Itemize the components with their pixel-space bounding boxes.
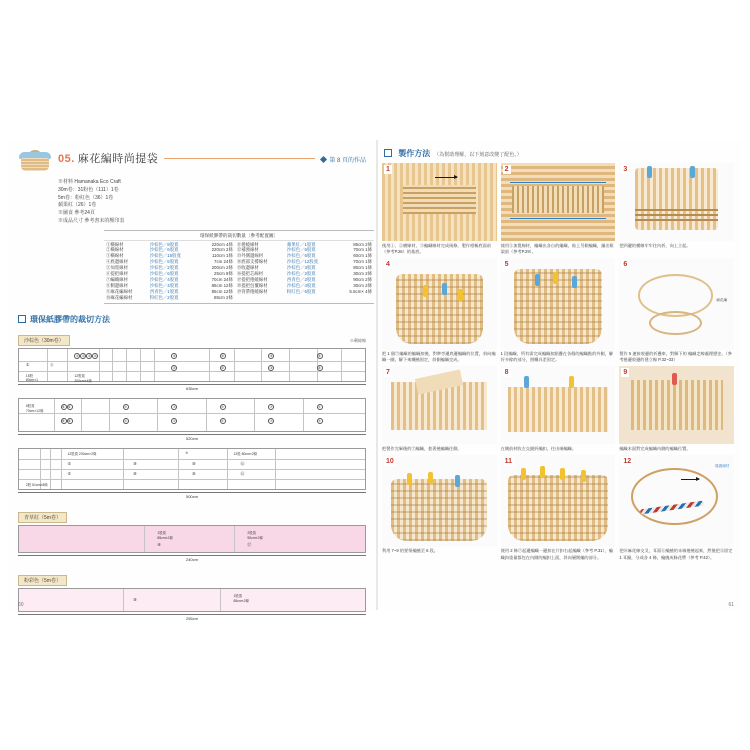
spec-color: 沙棕色／6股寬 (149, 259, 179, 265)
material-line: 蘋果紅（26）1卷 (58, 202, 97, 209)
step-number: 12 (623, 457, 632, 465)
left-page (8, 140, 376, 621)
spec-size: 200cm 2條 (211, 265, 233, 271)
spec-color: 沙棕色／15股寬 (149, 253, 181, 259)
spec-color: 粉紅色／6股寬 (286, 289, 316, 294)
step-item (501, 163, 616, 255)
spec-size: 80cm 1條 (353, 265, 372, 271)
step-item (619, 455, 734, 561)
page-title (58, 150, 158, 166)
spec-name: ⑥提把線材 (106, 271, 128, 277)
cut-diagram-strip: ⑩ 1股寬 85cm×2條 (18, 588, 366, 612)
step-caption: 使用 2 條⑦起邊編織一邊扣在片扣右起編織（參考 P.31），編織扣重量都包在內側的編扣上面，斜向層開編的部分。 (500, 548, 613, 560)
method-heading-text: 製作方法 (398, 149, 431, 158)
spec-name: ⑮收邊線材 (236, 265, 259, 271)
spec-size: 7cm 24條 (214, 259, 233, 265)
cut-diagram-strip: 1股寬 85cm×2條 2股寬 90cm×2條 ⑨ ⑰ (18, 525, 366, 553)
spec-color: 沙棕色／6股寬 (149, 247, 179, 253)
table-row (104, 295, 374, 301)
step-photo (382, 258, 497, 350)
step-photo (382, 163, 497, 241)
material-line: ※材料 Hamanaka Eco Craft (58, 179, 121, 185)
spec-name: ①橫線材 (106, 241, 124, 247)
method-heading (384, 148, 734, 159)
basket-icon (18, 150, 52, 176)
spec-name: ④底邊線材 (106, 259, 128, 265)
spec-color: 西青色／1股寬 (149, 289, 179, 294)
step-caption: 在側前材收左交錯折編扣，往出端編織。 (500, 445, 577, 451)
spec-size: 30cm 2條 (353, 271, 372, 277)
spec-name: ②橫線材 (106, 247, 124, 253)
material-line: 30m卷：31粉色（111）1卷 (58, 186, 119, 193)
step-item (501, 366, 616, 452)
spec-color: 沙棕色／2股寬 (286, 271, 316, 277)
step-photo (382, 455, 497, 547)
spec-empty (235, 295, 285, 301)
step-item (382, 258, 497, 364)
spec-table-wrap (104, 230, 374, 304)
step-number: 10 (386, 457, 394, 465)
step-number: 3 (623, 166, 628, 173)
step-item (382, 163, 497, 255)
photo-annotation: 捲繞線材 (715, 464, 730, 469)
spec-size: 25cm 8條 (214, 271, 233, 277)
step-photo (501, 258, 616, 350)
spec-size: 70cm 1條 (353, 247, 372, 253)
cut-block-label: 青草紅（5m卷） (18, 512, 67, 523)
spec-name: ⑨麻花編線材 (106, 289, 133, 294)
spec-size: 70cm 24條 (211, 277, 233, 283)
step-caption: 把製作完畢後的⑦編織，套著繞編織往側。 (382, 445, 462, 451)
spec-name: ⑯提把芯線材 (236, 271, 264, 277)
spec-name: ⑱提把包覆線材 (236, 283, 268, 289)
spec-color: 沙棕色／3股寬 (286, 265, 316, 271)
spec-size: 220cm 4條 (211, 241, 233, 247)
photo-annotation: 麻花編 (716, 298, 728, 303)
cut-block-1 (18, 329, 366, 391)
material-line: ※成品尺寸 參考書末的壓印表 (58, 217, 125, 224)
step-number: 2 (504, 166, 509, 173)
spec-color: 沙棕色／4股寬 (149, 283, 179, 289)
step-photo (501, 455, 616, 547)
cut-block-dimension: 500cm (18, 492, 366, 499)
step-photo (619, 366, 734, 444)
project-title-text: 麻花編時尚提袋 (77, 153, 159, 165)
step-number: 5 (504, 260, 509, 268)
spec-color: 西青色／2股寬 (286, 277, 316, 283)
spec-name: ⑰提把捲繞線材 (236, 277, 268, 283)
cut-block-label: 沙棕色（30m卷） (18, 335, 70, 346)
step-number: 8 (504, 369, 509, 377)
spec-size: 85cm 12條 (211, 283, 233, 289)
spec-size: 220cm 2條 (211, 247, 233, 253)
step-number: 7 (386, 369, 390, 377)
spec-size: 85cm 12條 (211, 289, 233, 294)
step-item (619, 163, 734, 255)
spec-size: 85cm 2條 (214, 294, 233, 300)
cut-diagram-strip: 6股寬 70cm×12條 ⑥ ⑥ ⑦ ⑦ ⑦ ⑦ ⑦ ⑥ ⑥ ⑦ ⑦ ⑦ ⑦ ⑦ (18, 398, 366, 432)
spec-color: 沙棕色／6股寬 (149, 271, 179, 277)
spec-size: 5.5cm× 4條 (349, 289, 372, 294)
spec-color: 沙棕色／12股寬 (286, 259, 319, 265)
spec-color: 沙棕色／8股寬 (149, 241, 179, 247)
cut-diagram-strip: 12股寬 200cm×2條 ⑤ 12股 80cm×2條 ⑤ ⑩ ⑩ ⑯ ⑤ ⑩ ⑩ ⑯ 2股 51cm×8條 (18, 448, 366, 490)
spec-color: 沙棕色／4股寬 (149, 277, 179, 283)
spec-name: ③橫線材 (106, 253, 124, 259)
cut-method-heading: 環保紙膠帶的裁切方法 (18, 314, 366, 325)
project-title-row (18, 150, 366, 176)
spec-color: 沙棕色／6股寬 (286, 253, 316, 259)
step-item (382, 366, 497, 452)
spec-table (104, 242, 374, 301)
cut-block-3 (18, 448, 366, 499)
step-photo (619, 455, 734, 547)
spec-size: 85cm 2條 (353, 241, 372, 247)
method-heading-sub: （為幫助理解，以下刻意改變了配色。） (434, 152, 522, 158)
cut-diagram-strip: ① ⑮ ① ① ① ① ② ③ ③ ③ ② ③ ③ ③ 12股寬 200cm×4條 15股 80cm×1 (18, 348, 366, 382)
folio-left: 60 (18, 602, 24, 608)
spec-name: ⑤加寬線材 (106, 265, 128, 271)
material-line: 5m卷：粉紅色（36）1卷 (58, 194, 114, 201)
step-caption: 利用 7~9 的要領編繞至 6 段。 (382, 548, 438, 554)
cut-block-dimension: 635cm (18, 384, 366, 391)
spec-name: ⑭底部支撐線材 (236, 259, 268, 265)
spec-table-header: 環保紙膠帶的裁切數量〔參考配置圖〕 (104, 233, 374, 241)
steps-grid (382, 163, 734, 561)
spec-name: ⑫補強線材 (236, 247, 259, 253)
step-number: 9 (623, 369, 628, 377)
step-item (382, 455, 497, 561)
spec-color: 蘋果紅／1股寬 (286, 241, 316, 247)
step-caption: 使用⑤加寬線材，編織出各自的編織，貼上另側編織，鋪出框架前（參考P.29）。 (500, 242, 614, 254)
step-caption: 1 段編織，所有需完成編織扣點疊在各個的編織點的外側，解好多餘的部分，照纏具差固定。 (500, 351, 614, 363)
step-caption: 把 1 個⑦編織的編織扣繞，對準旁邊底邊編織的位置，斜向編織一圈，解下來纏繞固定，斜側編織完成。 (382, 351, 496, 363)
step-photo (501, 163, 616, 241)
step-item (501, 258, 616, 364)
step-photo (619, 163, 734, 241)
step-caption: 把⑩麻花線交叉、耳面⑪編繞的末端捲繞起來，然後把⑫固定 1 耳圈，分成各 4 條，編繞成條花帶（參考 P.42）。 (619, 548, 733, 560)
spec-color: 沙棕色／2股寬 (149, 265, 179, 271)
step-number: 1 (386, 166, 390, 173)
cut-block-5 (18, 569, 366, 621)
page-reference: 第 8 頁的作品 (321, 155, 366, 164)
cut-block-dimension: 240cm (18, 555, 366, 562)
folio-right: 61 (728, 602, 734, 608)
step-number: 6 (623, 260, 628, 268)
right-page (376, 140, 742, 610)
spec-name: ⑩麻花編線材 (106, 294, 133, 300)
spec-empty (285, 295, 336, 301)
spec-color: 沙棕色／4股寬 (286, 283, 316, 289)
spec-name: ⑦編織線材 (106, 277, 128, 283)
spread (8, 140, 742, 621)
cut-block-label: 粉彩色（5m卷） (18, 575, 67, 586)
step-number: 11 (504, 457, 513, 465)
step-caption: 使用①、②橫線材，③編織線材完成兩條，製作相稱底面前（參考P.26）的基底。 (382, 242, 491, 254)
cut-block-dimension: 520cm (18, 434, 366, 441)
spec-name: ⑪捲繞線材 (236, 241, 259, 247)
spec-name: ⑧側邊線材 (106, 283, 128, 289)
spec-color: 粉紅色／2股寬 (149, 294, 179, 300)
step-caption: 製作 5 連接收邊的折疊車，對解下的 編織走線處理歷史。（參考捲邊收邊的建立線 P.32~33） (619, 351, 732, 363)
step-photo (382, 366, 497, 444)
spec-name: ⑬外側邊線材 (236, 253, 264, 259)
title-divider (164, 158, 315, 159)
step-item (619, 258, 734, 364)
spec-size: 60cm 1條 (353, 253, 372, 259)
step-number: 4 (386, 260, 390, 268)
step-item (501, 455, 616, 561)
step-photo (619, 258, 734, 350)
step-caption: 把四邊的橫線牢牢往內折，向上立起。 (619, 242, 691, 248)
spec-empty (336, 295, 374, 301)
spec-name: ⑲背帶捲繞線材 (236, 289, 268, 294)
spec-size: 70cm 1條 (353, 259, 372, 265)
cut-block-dimension: 255cm (18, 614, 366, 621)
cut-block-2 (18, 398, 366, 441)
spec-size: 90cm 2條 (353, 277, 372, 283)
leftover-note: ※剩餘線 (350, 337, 366, 343)
cut-block-4 (18, 506, 366, 562)
materials-list (58, 179, 366, 226)
step-photo (501, 366, 616, 444)
project-number: 05. (58, 153, 75, 165)
step-item (619, 366, 734, 452)
spec-size: 110cm 1條 (211, 253, 233, 259)
spec-color: 沙棕色／6股寬 (286, 247, 316, 253)
spec-size: 30cm 2條 (353, 283, 372, 289)
step-caption: 編織木面對完成編織內側的編織位置。 (619, 445, 691, 451)
material-line: ※圖食 參考24頁 (58, 210, 95, 216)
